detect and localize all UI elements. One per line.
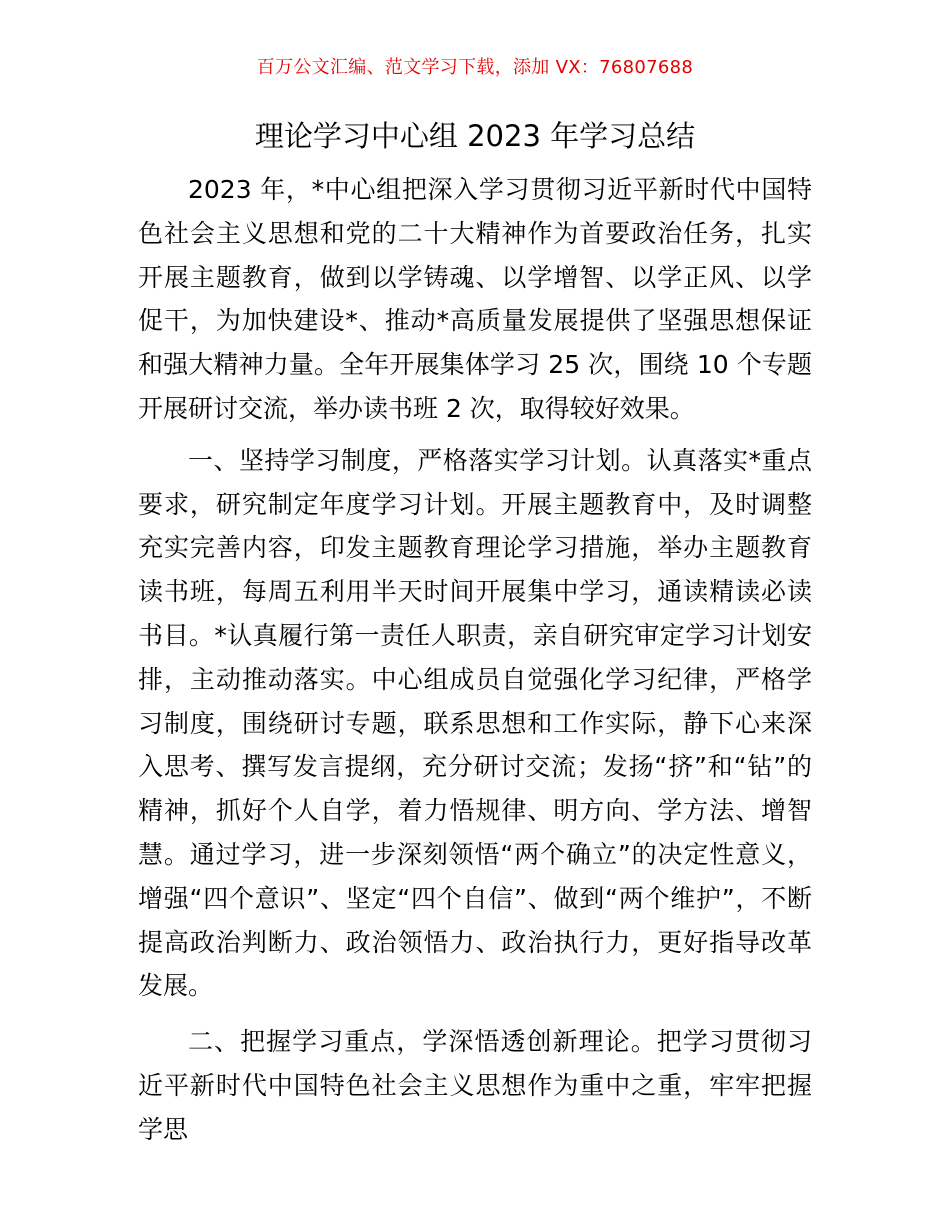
document-title: 理论学习中心组 2023 年学习总结: [254, 119, 696, 153]
paragraph-intro: 2023 年，*中心组把深入学习贯彻习近平新时代中国特色社会主义思想和党的二十大精神作为首要政治任务，扎实开展主题教育，做到以学铸魂、以学增智、以学正风、以学促干，为加快建设*、推动*高质量发展提供了坚强思想保证和强大精神力量。全年开展集体学习 25 次，围绕 10 个专题开展研讨交流，举办读书班 2 次，取得较好效果。: [138, 175, 812, 423]
header-promo-note: 百万公文汇编、范文学习下载，添加 VX：76807688: [256, 57, 694, 78]
paragraph-section-two: 二、把握学习重点，学深悟透创新理论。把学习贯彻习近平新时代中国特色社会主义思想作为重中之重，牢牢把握学思: [138, 1027, 812, 1144]
document-body: [138, 168, 812, 1160]
paragraph-section-one: 一、坚持学习制度，严格落实学习计划。认真落实*重点要求，研究制定年度学习计划。开展主题教育中，及时调整充实完善内容，印发主题教育理论学习措施，举办主题教育读书班，每周五利用半天时间开展集中学习，通读精读必读书目。*认真履行第一责任人职责，亲自研究审定学习计划安排，主动推动落实。中心组成员自觉强化学习纪律，严格学习制度，围绕研讨专题，联系思想和工作实际，静下心来深入思考、撰写发言提纲，充分研讨交流；发扬“挤”和“钻”的精神，抓好个人自学，着力悟规律、明方向、学方法、增智慧。通过学习，进一步深刻领悟“两个确立”的决定性意义，增强“四个意识”、坚定“四个自信”、做到“两个维护”，不断提高政治判断力、政治领悟力、政治执行力，更好指导改革发展。: [138, 445, 812, 1001]
